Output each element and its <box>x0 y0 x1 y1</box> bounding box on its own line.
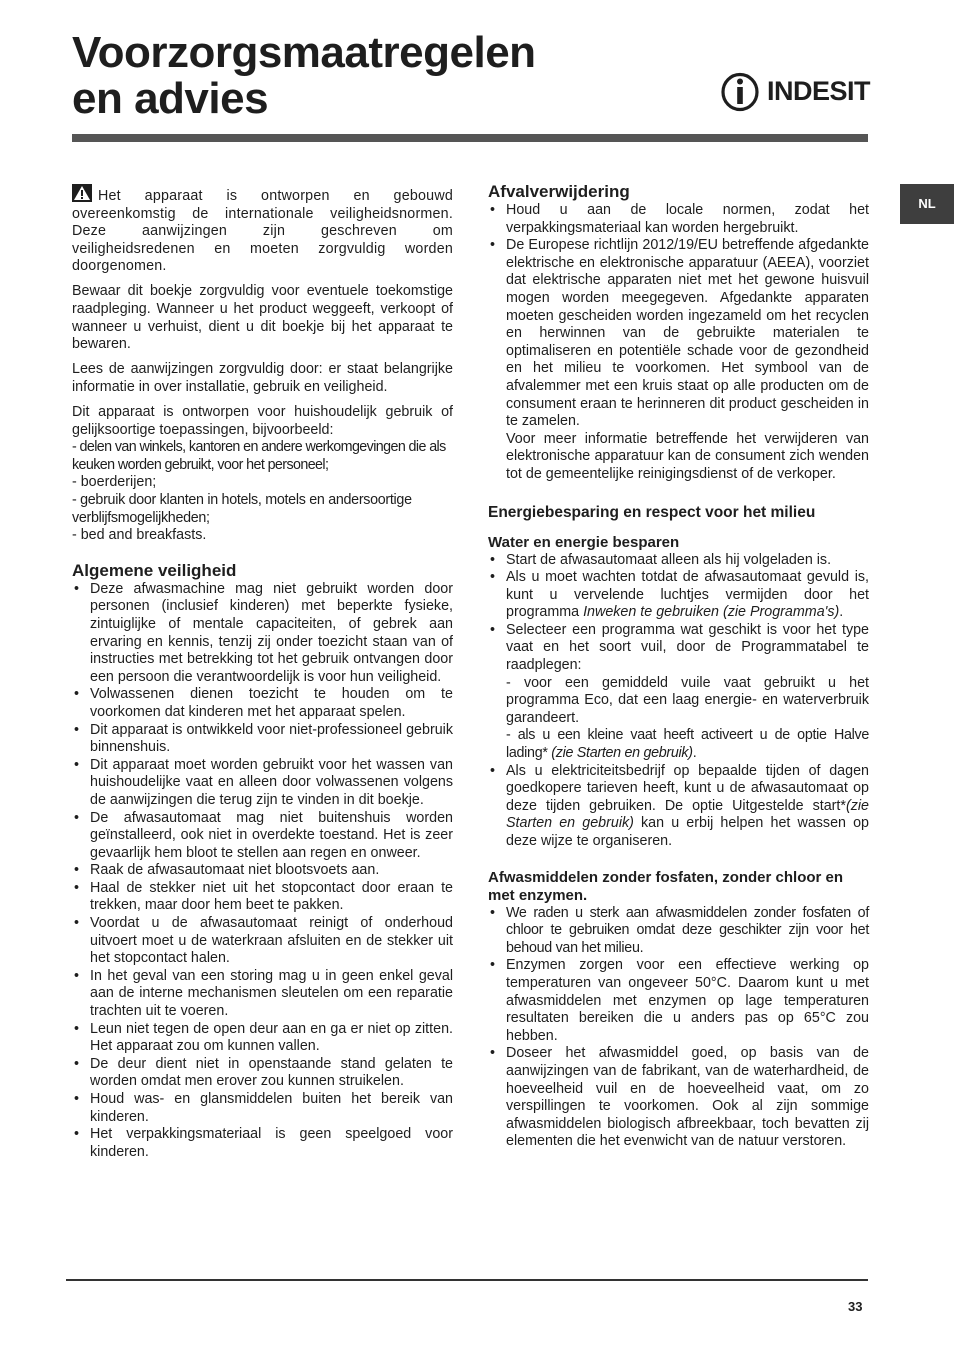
use-item: - bed and breakfasts. <box>72 527 207 544</box>
list-item: • Doseer het afwasmiddel goed, op basis van de aanwijzingen van de fabrikant, van de waterhardheid, de hoeveelheid vuil en de hoeveelheid vaat, om zo verspillingen te voorkomen. Ook al zijn sommige afwasmiddelen biologisch afbreekbaar, toch bevatten zij elementen die het evenwicht van de natuur verstoren. <box>488 1045 869 1151</box>
intro-paragraph-4: Dit apparaat is ontworpen voor huishoudelijk gebruik of gelijksoortige toepassingen, bijvoorbeeld: <box>72 404 453 438</box>
use-item: - boerderijen; <box>72 474 157 491</box>
list-item: • Leun niet tegen de open deur aan en ga er niet op zitten. Het apparaat zou om kunnen vallen. <box>72 1021 453 1056</box>
subheading-water-energy: Water en energie besparen <box>488 533 680 551</box>
item-text-end: . <box>692 745 697 762</box>
item-subtext: - voor een gemiddeld vuile vaat gebruikt u het programma Eco, dat een laag energie- en waterverbruik garandeert. <box>506 674 869 726</box>
list-item: • Volwassenen dienen toezicht te houden om te voorkomen dat kinderen met het apparaat spelen. <box>72 686 453 721</box>
list-item: • Voordat u de afwasautomaat reinigt of onderhoud uitvoert moet u de waterkraan afsluiten en de stekker uit het stopcontact halen. <box>72 915 453 968</box>
list-item: • Raak de afwasautomaat niet blootsvoets aan. <box>72 862 453 880</box>
page-number: 33 <box>848 1299 863 1314</box>
item-text: • Selecteer een programma wat geschikt is voor het type vaat en het soort vuil, door de Programmatabel te raadplegen: <box>506 621 869 674</box>
list-item <box>488 622 869 763</box>
page-title-line-1: Voorzorgsmaatregelen <box>72 28 536 77</box>
section-heading-safety: Algemene veiligheid <box>72 560 237 580</box>
page-title <box>72 30 536 122</box>
list-item: • Houd u aan de locale normen, zodat het verpakkingsmateriaal kan worden hergebruikt. <box>488 202 869 237</box>
water-energy-list <box>488 552 869 851</box>
item-text-end: kan u erbij helpen het wassen op deze wijze te organiseren. <box>506 815 869 849</box>
list-item: • De afwasautomaat mag niet buitenshuis worden geïnstalleerd, ook niet in overdekte toestand. Het is zeer gevaarlijk hem bloot te stellen aan regen en onweer. <box>72 810 453 863</box>
indesit-i-icon <box>719 72 761 112</box>
section-heading-energy: Energiebesparing en respect voor het milieu <box>488 503 816 521</box>
list-item: • Enzymen zorgen voor een effectieve werking op temperaturen van ongeveer 50°C. Daarom kunt u met afwasmiddelen met enzymen op lage temperaturen resultaten bereiken die u anders pas op 65°C zou hebben. <box>488 957 869 1045</box>
list-item <box>488 763 869 851</box>
list-item: • In het geval van een storing mag u in geen enkel geval aan de interne mechanismen sleutelen om een reparatie trachten uit te voeren. <box>72 968 453 1021</box>
section-heading-detergents: Afwasmiddelen zonder fosfaten, zonder chloor en met enzymen. <box>488 868 844 904</box>
list-item: • Haal de stekker niet uit het stopcontact door eraan te trekken, maar door hem beet te pakken. <box>72 880 453 915</box>
section-heading-waste: Afvalverwijdering <box>488 182 630 201</box>
language-tab: NL <box>900 184 954 224</box>
list-item: • Dit apparaat moet worden gebruikt voor het wassen van huishoudelijke vaat en alleen door volwassenen volgens de aanwijzingen die terug zijn te vinden in dit boekje. <box>72 757 453 810</box>
list-item: • Het verpakkingsmateriaal is geen speelgoed voor kinderen. <box>72 1126 453 1161</box>
item-text: Als u moet wachten totdat de afwasautomaat gevuld is, kunt u vervelende luchtjes vermijden door het programma <box>506 569 869 621</box>
waste-info-text: Voor meer informatie betreffende het verwijderen van elektronische apparatuur kan de consument zich wenden tot de gemeentelijke reinigingsdienst of de verkoper. <box>506 430 869 482</box>
list-item: • Dit apparaat is ontwikkeld voor niet-professioneel gebruik binnenshuis. <box>72 722 453 757</box>
item-subtext <box>506 727 869 762</box>
waste-list <box>488 202 869 484</box>
right-column <box>488 182 869 1151</box>
header-rule <box>72 134 868 142</box>
indesit-logo <box>719 72 869 112</box>
uses-list <box>72 439 453 545</box>
intro-paragraph-3: Lees de aanwijzingen zorgvuldig door: er staat belangrijke informatie in over installatie, gebruik en veiligheid. <box>72 361 453 395</box>
warning-triangle-icon <box>72 184 92 202</box>
detergent-list <box>488 905 869 1151</box>
waste-directive-text: • De Europese richtlijn 2012/19/EU betreffende afgedankte elektrische en elektronische apparatuur (AEEA), voorziet dat elektrische apparaten niet met het gewone huisvuil mogen worden meegegeven. Afgedankte apparaten moeten gescheiden worden ingezameld om het recyclen en herwinnen van de gebruikte materialen te optimaliseren en potentiële schade voor de gezondheid en het milieu te voorkomen. Het symbool van de afvalemmer met een kruis staat op alle producten om de consument eraan te herinneren dit product gescheiden in te zamelen. <box>506 237 869 430</box>
list-item: • We raden u sterk aan afwasmiddelen zonder fosfaten of chloor te gebruiken omdat deze geschikter zijn voor het behoud van het milieu. <box>488 905 869 958</box>
list-item: • De deur dient niet in openstaande stand gelaten te worden omdat men erover zou kunnen struikelen. <box>72 1056 453 1091</box>
list-item <box>488 237 869 483</box>
list-item: • Houd was- en glansmiddelen buiten het bereik van kinderen. <box>72 1091 453 1126</box>
use-item: - delen van winkels, kantoren en andere werkomgevingen die als keuken worden gebruikt, voor het personeel; <box>72 439 446 473</box>
safety-list <box>72 581 453 1162</box>
item-reference: (zie Starten en gebruik) <box>506 797 869 832</box>
item-text: Als u elektriciteitsbedrijf op bepaalde tijden of dagen goedkopere tarieven heeft, kunt u de afwasautomaat op deze tijden gebruiken. De optie Uitgestelde start* <box>506 762 869 814</box>
list-item: • Deze afwasmachine mag niet gebruikt worden door personen (inclusief kinderen) met beperkte fysieke, zintuiglijke of mentale capaciteiten, of gebrek aan ervaring en kennis, tenzij zij onder toezicht staan van of instructies met betrekking tot het gebruik ontvangen door een persoon die verantwoordelijk is voor hun veiligheid. <box>72 581 453 687</box>
item-subtext-body: - als u een kleine vaat heeft activeert u de optie Halve lading* <box>506 727 869 762</box>
intro-paragraph-2: Bewaar dit boekje zorgvuldig voor eventuele toekomstige raadpleging. Wanneer u het product weggeeft, verkoopt of wanneer u verhuist, dient u dit boekje bij het apparaat te bewaren. <box>72 283 453 353</box>
logo-wordmark: INDESIT <box>767 76 871 106</box>
intro-paragraph-1 <box>72 184 453 276</box>
list-item <box>488 569 869 622</box>
item-reference: Inweken te gebruiken (zie Programma's) <box>583 604 840 621</box>
intro-paragraph-1-text: Het apparaat is ontworpen en gebouwd overeenkomstig de internationale veiligheidsnormen. Deze aanwijzingen zijn geschreven om veiligheidsredenen en moeten zorgvuldig worden doorgenomen. <box>72 188 453 275</box>
list-item: • Start de afwasautomaat alleen als hij volgeladen is. <box>488 552 869 570</box>
left-column <box>72 184 453 1161</box>
use-item: - gebruik door klanten in hotels, motels en andersoortige verblijfsmogelijkheden; <box>72 492 412 526</box>
page-title-line-2: en advies <box>72 74 269 123</box>
footer-rule <box>66 1279 868 1281</box>
item-reference: (zie Starten en gebruik) <box>551 745 693 762</box>
item-text-end: . <box>839 604 844 621</box>
